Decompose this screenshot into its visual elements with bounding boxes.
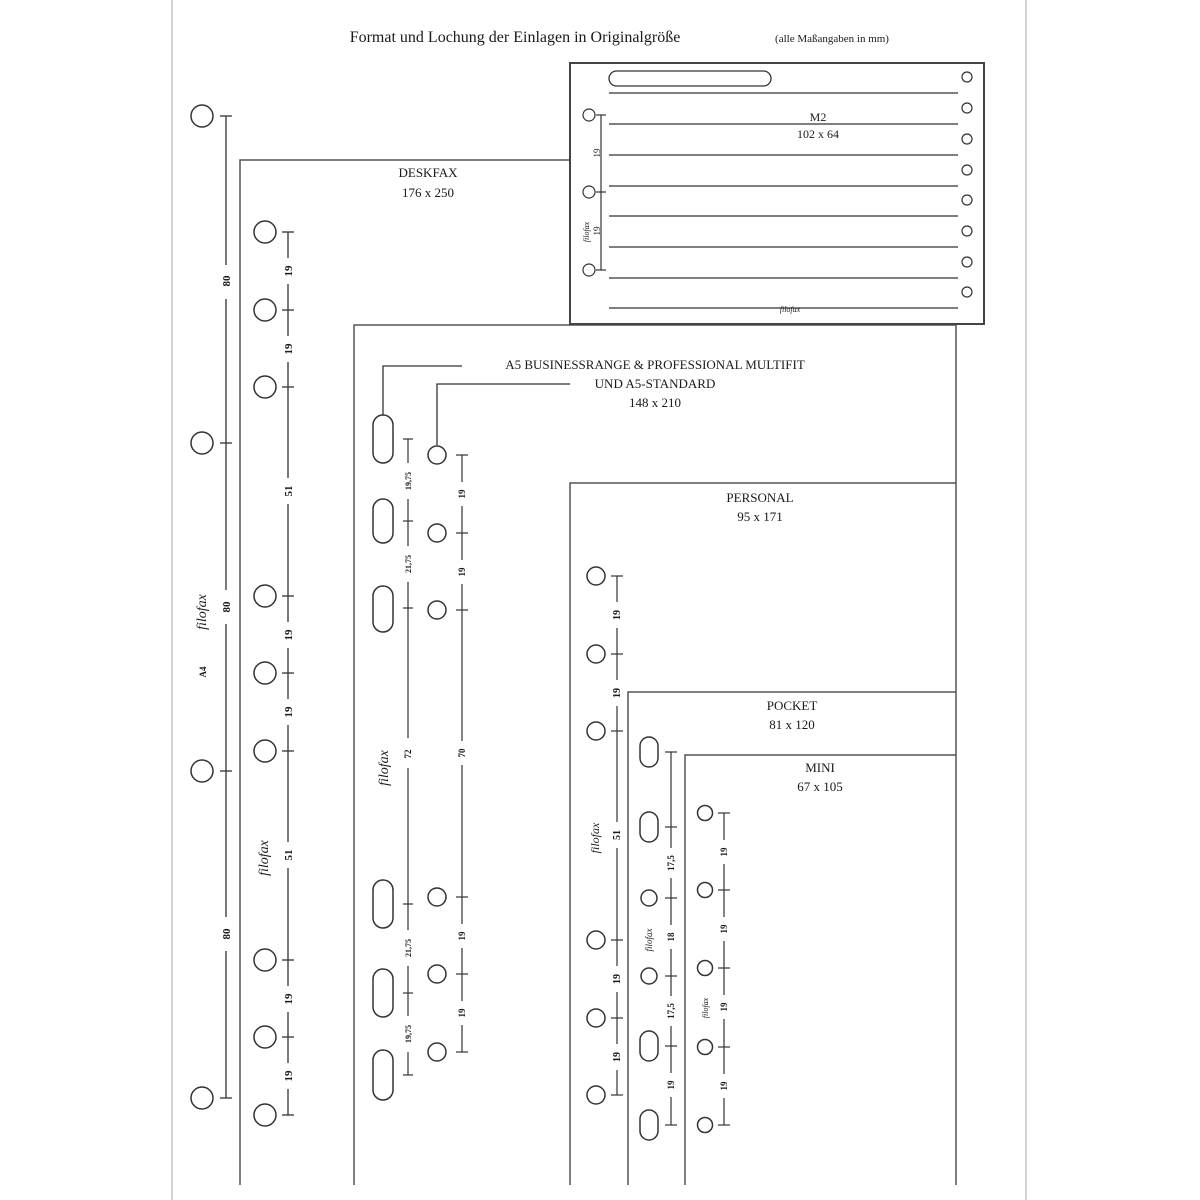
personal-spacing-label: 19	[612, 688, 623, 698]
deskfax-spacing-label: 19	[283, 993, 295, 1005]
pocket-spacing-label: 19	[666, 1080, 676, 1090]
a5-hole-spacing-label: 19	[457, 1008, 467, 1018]
m2-name: M2	[809, 110, 827, 124]
m2-size: 102 x 64	[797, 127, 839, 141]
deskfax-spacing-label: 19	[283, 1070, 295, 1082]
a5-name: A5 BUSINESSRANGE & PROFESSIONAL MULTIFIT	[505, 357, 805, 372]
a5-brand-logo: filofax	[377, 750, 392, 786]
a4-spacing-label: 80	[221, 601, 233, 613]
mini-spacing-label: 19	[719, 1002, 729, 1012]
deskfax-spacing-label: 51	[283, 849, 295, 861]
page-title-note: (alle Maßangaben in mm)	[775, 33, 889, 45]
a4-name: A4	[198, 666, 208, 678]
deskfax-spacing-label: 19	[283, 265, 295, 277]
a5-slot-spacing-label: 72	[403, 749, 413, 759]
a5-name: UND A5-STANDARD	[594, 376, 716, 391]
a5-hole-spacing-label: 19	[457, 489, 467, 499]
mini-column	[698, 806, 732, 1133]
pocket-spacing-label: 17,5	[666, 855, 676, 871]
deskfax-spacing-label: 19	[283, 343, 295, 355]
deskfax-column	[254, 221, 296, 1126]
personal-column	[587, 567, 624, 1104]
deskfax-spacing-label: 19	[283, 706, 295, 718]
a4-brand-logo: filofax	[195, 594, 210, 630]
mini-spacing-label: 19	[719, 924, 729, 934]
deskfax-name: DESKFAX	[398, 165, 458, 180]
a5-holes	[428, 446, 446, 1061]
personal-brand-logo: filofax	[588, 822, 602, 854]
mini-holes	[698, 806, 713, 1133]
a4-spacing-label: 80	[221, 928, 233, 940]
mini-name: MINI	[805, 760, 835, 775]
m2-spacing-label: 19	[592, 226, 602, 236]
page-title: Format und Lochung der Einlagen in Originalgröße	[349, 29, 681, 46]
m2-spacing-label: 19	[592, 148, 602, 158]
a5-column	[373, 415, 469, 1100]
a5-hole-spacing-label: 70	[457, 748, 467, 758]
mini-brand-logo: filofax	[701, 997, 710, 1019]
m2-brand-logo: filofax	[779, 305, 801, 314]
m2-card	[570, 63, 984, 324]
deskfax-size: 176 x 250	[402, 185, 454, 200]
a5-leader-lines	[383, 366, 570, 445]
mini-spacing-label: 19	[719, 847, 729, 857]
deskfax-dimension-line	[282, 232, 294, 1115]
a5-slot-spacing-label: 19,75	[404, 1025, 413, 1043]
a5-slot-spacing-label: 21,75	[404, 555, 413, 573]
pocket-spacing-label: 17,5	[666, 1003, 676, 1019]
deskfax-brand-logo: filofax	[257, 840, 272, 876]
pocket-brand-logo: filofax	[644, 928, 654, 952]
deskfax-spacing-label: 19	[283, 629, 295, 641]
m2-brand-logo: filofax	[582, 221, 591, 243]
pocket-size: 81 x 120	[769, 717, 815, 732]
deskfax-spacing-label: 51	[283, 485, 295, 497]
pocket-name: POCKET	[766, 698, 818, 713]
personal-spacing-label: 19	[612, 974, 623, 984]
pocket-column	[640, 737, 678, 1140]
a5-size: 148 x 210	[629, 395, 681, 410]
a5-slot-spacing-label: 19,75	[404, 472, 413, 490]
personal-size: 95 x 171	[737, 509, 783, 524]
personal-name: PERSONAL	[726, 490, 794, 505]
a5-slot-spacing-label: 21,75	[404, 939, 413, 957]
mini-outline	[685, 755, 956, 1185]
a5-hole-spacing-label: 19	[457, 931, 467, 941]
a4-spacing-label: 80	[221, 275, 233, 287]
a5-hole-spacing-label: 19	[457, 567, 467, 577]
personal-spacing-label: 19	[612, 610, 623, 620]
personal-spacing-label: 51	[612, 830, 623, 840]
a4-column	[191, 105, 235, 1109]
personal-spacing-label: 19	[612, 1052, 623, 1062]
deskfax-holes	[254, 221, 276, 1126]
mini-size: 67 x 105	[797, 779, 843, 794]
mini-spacing-label: 19	[719, 1081, 729, 1091]
pocket-spacing-label: 18	[666, 932, 676, 942]
